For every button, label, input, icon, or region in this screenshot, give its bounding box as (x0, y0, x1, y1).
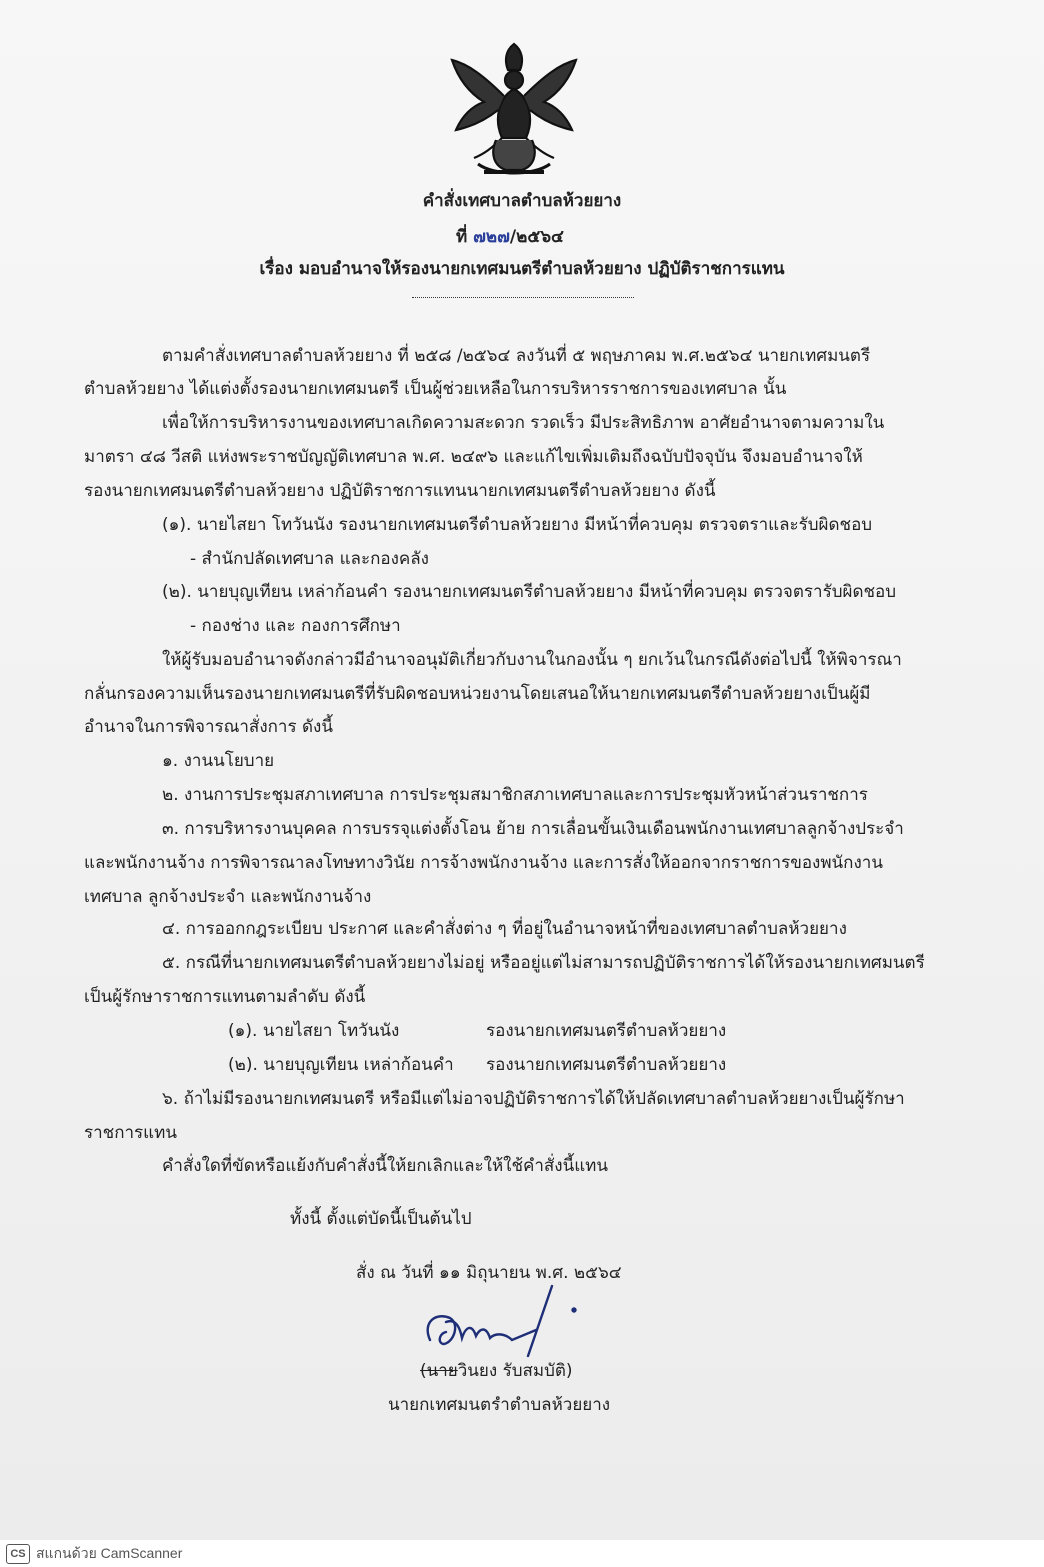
item-4: ๔. การออกกฎระเบียบ ประกาศ และคำสั่งต่าง ๆ ที่อยู่ในอำนาจหน้าที่ของเทศบาลตำบลห้วยยาง (162, 919, 847, 939)
scanner-footer (0, 1540, 1044, 1567)
order-subject: เรื่อง มอบอำนาจให้รองนายกเทศมนตรีตำบลห้วยยาง ปฏิบัติราชการแทน (259, 259, 785, 279)
delegate-2-units: - กองช่าง และ กองการศึกษา (190, 616, 401, 636)
paragraph-3-line-3: อำนาจในการพิจารณาสั่งการ ดังนี้ (84, 717, 333, 737)
camscanner-logo-icon: CS (6, 1544, 30, 1564)
item-1: ๑. งานนโยบาย (162, 751, 275, 771)
paragraph-1-line-2: ตำบลห้วยยาง ได้แต่งตั้งรองนายกเทศมนตรี เป็นผู้ช่วยเหลือในการบริหารราชการของเทศบาล นั้น (84, 379, 787, 399)
acting-1-title: รองนายกเทศมนตรีตำบลห้วยยาง (486, 1021, 727, 1041)
item-6-line-1: ๖. ถ้าไม่มีรองนายกเทศมนตรี หรือมีแต่ไม่อาจปฏิบัติราชการได้ให้ปลัดเทศบาลตำบลห้วยยางเป็นผู้รักษา (162, 1089, 905, 1109)
item-3-line-2: และพนักงานจ้าง การพิจารณาลงโทษทางวินัย การจ้างพนักงานจ้าง และการสั่งให้ออกจากราชการของพนักงาน (84, 853, 883, 873)
effective-clause: ทั้งนี้ ตั้งแต่บัดนี้เป็นต้นไป (290, 1209, 472, 1229)
dotted-divider (412, 297, 634, 298)
order-number-prefix: ที่ (456, 227, 468, 247)
delegate-1: (๑). นายไสยา โทวันนัง รองนายกเทศมนตรีตำบลห้วยยาง มีหน้าที่ควบคุม ตรวจตราและรับผิดชอบ (162, 515, 873, 535)
signatory-name-rest: วินยง รับสมบัติ) (457, 1361, 573, 1381)
acting-1-name: (๑). นายไสยา โทวันนัง (228, 1021, 400, 1041)
paragraph-2-line-3: รองนายกเทศมนตรีตำบลห้วยยาง ปฏิบัติราชการแทนนายกเทศมนตรีตำบลห้วยยาง ดังนี้ (84, 481, 716, 501)
order-number-suffix: /๒๕๖๔ (509, 227, 564, 247)
garuda-emblem-icon (444, 36, 584, 186)
acting-2-name: (๒). นายบุญเทียน เหล่าก้อนคำ (228, 1055, 454, 1075)
delegate-2: (๒). นายบุญเทียน เหล่าก้อนคำ รองนายกเทศมนตรีตำบลห้วยยาง มีหน้าที่ควบคุม ตรวจตรารับผิดชอบ (162, 582, 897, 602)
signatory-name-struck-part: (นาย (420, 1361, 458, 1381)
signatory-name (420, 1360, 573, 1382)
camscanner-label: สแกนด้วย CamScanner (36, 1544, 183, 1561)
paragraph-2-line-1: เพื่อให้การบริหารงานของเทศบาลเกิดความสะดวก รวดเร็ว มีประสิทธิภาพ อาศัยอำนาจตามความใน (162, 413, 885, 433)
delegate-1-units: - สำนักปลัดเทศบาล และกองคลัง (190, 549, 429, 569)
paragraph-3-line-2: กลั่นกรองความเห็นรองนายกเทศมนตรีที่รับผิดชอบหน่วยงานโดยเสนอให้นายกเทศมนตรีตำบลห้วยยางเป็นผู้มี (84, 684, 871, 704)
item-3-line-3: เทศบาล ลูกจ้างประจำ และพนักงานจ้าง (84, 887, 372, 907)
signatory-position: นายกเทศมนตรำตำบลห้วยยาง (388, 1395, 611, 1415)
order-number (456, 226, 564, 248)
item-5-line-1: ๕. กรณีที่นายกเทศมนตรีตำบลห้วยยางไม่อยู่ หรืออยู่แต่ไม่สามารถปฏิบัติราชการได้ให้รองนายกเทศมนตรี (162, 953, 925, 973)
item-6-line-2: ราชการแทน (84, 1123, 177, 1143)
handwritten-signature (416, 1282, 586, 1362)
revocation-clause: คำสั่งใดที่ขัดหรือแย้งกับคำสั่งนี้ให้ยกเลิกและให้ใช้คำสั่งนี้แทน (162, 1156, 609, 1176)
item-5-line-2: เป็นผู้รักษาราชการแทนตามลำดับ ดังนี้ (84, 987, 366, 1007)
item-2: ๒. งานการประชุมสภาเทศบาล การประชุมสมาชิกสภาเทศบาลและการประชุมหัวหน้าส่วนราชการ (162, 785, 868, 805)
paragraph-2-line-2: มาตรา ๔๘ วีสติ แห่งพระราชบัญญัติเทศบาล พ.ศ. ๒๔๙๖ และแก้ไขเพิ่มเติมถึงฉบับปัจจุบัน จึงมอบอำนาจให้ (84, 447, 863, 467)
acting-2-title: รองนายกเทศมนตรีตำบลห้วยยาง (486, 1055, 727, 1075)
order-title: คำสั่งเทศบาลตำบลห้วยยาง (422, 191, 622, 211)
order-date: สั่ง ณ วันที่ ๑๑ มิถุนายน พ.ศ. ๒๕๖๔ (356, 1263, 622, 1283)
order-number-handwritten: ๗๒๗ (473, 227, 510, 247)
item-3-line-1: ๓. การบริหารงานบุคคล การบรรจุแต่งตั้งโอน ย้าย การเลื่อนขั้นเงินเดือนพนักงานเทศบาลลูกจ้างประจำ (162, 819, 904, 839)
paragraph-3-line-1: ให้ผู้รับมอบอำนาจดังกล่าวมีอำนาจอนุมัติเกี่ยวกับงานในกองนั้น ๆ ยกเว้นในกรณีดังต่อไปนี้ ให้พิจารณา (162, 650, 902, 670)
paragraph-1-line-1: ตามคำสั่งเทศบาลตำบลห้วยยาง ที่ ๒๕๘ /๒๕๖๔ ลงวันที่ ๕ พฤษภาคม พ.ศ.๒๕๖๔ นายกเทศมนตรี (162, 346, 871, 366)
